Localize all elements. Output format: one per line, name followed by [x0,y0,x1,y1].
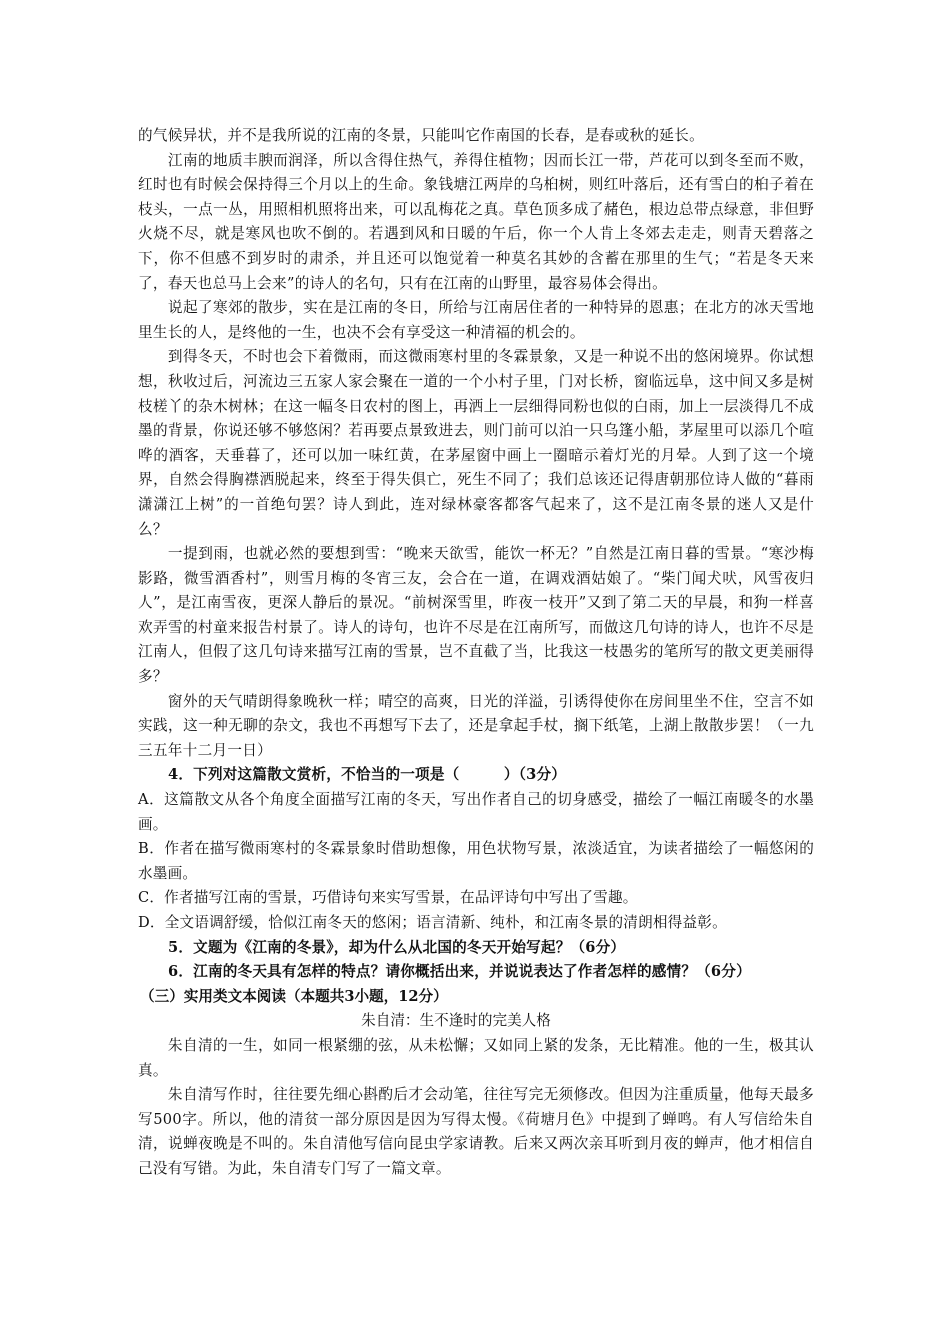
question-4: 4．下列对这篇散文赏析，不恰当的一项是（ ）（3分） [168,766,567,784]
document-page [138,124,814,1182]
article-paragraph: 朱自清写作时，往往要先细心斟酌后才会动笔，往往写完无须修改。但因为注重质量，他每天最多写500字。所以，他的清贫一部分原因是因为写得太慢。《荷塘月色》中提到了蝉鸣。有人写信给朱自清，说蝉夜晚是不叫的。朱自清他写信向昆虫学家请教。后来又两次亲耳听到月夜的蝉声，他才相信自己没有写错。为此，朱自清专门写了一篇文章。 [138,1086,814,1177]
section-heading: （三）实用类文本阅读（本题共3小题，12分） [140,987,448,1005]
article-title: 朱自清：生不逢时的完美人格 [361,1012,551,1030]
question-4-option-b: B．作者在描写微雨寒村的冬霖景象时借助想像，用色状物写景，浓淡适宜，为读者描绘了一幅悠闲的水墨画。 [138,840,814,882]
question-6: 6．江南的冬天具有怎样的特点？请你概括出来，并说说表达了作者怎样的感情？（6分） [168,963,751,981]
passage-paragraph: 的气候异状，并不是我所说的江南的冬景，只能叫它作南国的长春，是春或秋的延长。 [138,127,704,144]
passage-paragraph: 江南的地质丰腴而润泽，所以含得住热气，养得住植物；因而长江一带，芦花可以到冬至而不败，红时也有时候会保持得三个月以上的生命。象钱塘江两岸的乌桕树，则红叶落后，还有雪白的桕子着在枝头，一点一丛，用照相机照将出来，可以乱梅花之真。草色顶多成了赭色，根边总带点绿意，非但野火烧不尽，就是寒风也吹不倒的。若遇到风和日暖的午后，你一个人肯上冬郊去走走，则青天碧落之下，你不但感不到岁时的肃杀，并且还可以饱觉着一种莫名其妙的含蓄在那里的生气；“若是冬天来了，春天也总马上会来”的诗人的名句，只有在江南的山野里，最容易体会得出。 [138,151,814,292]
passage-paragraph: 到得冬天，不时也会下着微雨，而这微雨寒村里的冬霖景象，又是一种说不出的悠闲境界。你试想想，秋收过后，河流边三五家人家会聚在一道的一个小村子里，门对长桥，窗临远阜，这中间又多是树枝槎丫的杂木树林；在这一幅冬日农村的图上，再洒上一层细得同粉也似的白雨，加上一层淡得几不成墨的背景，你说还够不够悠闲？若再要点景致进去，则门前可以泊一只乌篷小船，茅屋里可以添几个喧哗的酒客，天垂暮了，还可以加一味红黄，在茅屋窗中画上一圈暗示着灯光的月晕。人到了这一个境界，自然会得胸襟洒脱起来，终至于得失俱亡，死生不同了；我们总该还记得唐朝那位诗人做的“暮雨潇潇江上树”的一首绝句罢？诗人到此，连对绿林豪客都客气起来了，这不是江南冬景的迷人又是什么？ [138,348,814,538]
article-paragraph: 朱自清的一生，如同一根紧绷的弦，从未松懈；又如同上紧的发条，无比精准。他的一生，极其认真。 [138,1036,814,1079]
passage-paragraph: 窗外的天气晴朗得象晚秋一样；晴空的高爽，日光的洋溢，引诱得使你在房间里坐不住，空言不如实践，这一种无聊的杂文，我也不再想写下去了，还是拿起手杖，搁下纸笔，上湖上散散步罢！（一九三五年十二月一日） [138,692,814,759]
passage-paragraph: 说起了寒郊的散步，实在是江南的冬日，所给与江南居住者的一种特异的恩惠；在北方的冰天雪地里生长的人，是终他的一生，也决不会有享受这一种清福的机会的。 [138,299,814,341]
question-5: 5．文题为《江南的冬景》，却为什么从北国的冬天开始写起？（6分） [168,938,626,956]
question-4-option-a: A．这篇散文从各个角度全面描写江南的冬天，写出作者自己的切身感受，描绘了一幅江南暖冬的水墨画。 [138,791,814,833]
passage-paragraph: 一提到雨，也就必然的要想到雪：“晚来天欲雪，能饮一杯无？”自然是江南日暮的雪景。“寒沙梅影路，微雪酒香村”，则雪月梅的冬宵三友，会合在一道，在调戏酒姑娘了。“柴门闻犬吠，风雪夜归人”，是江南雪夜，更深人静后的景况。“前树深雪里，昨夜一枝开”又到了第二天的早晨，和狗一样喜欢弄雪的村童来报告村景了。诗人的诗句，也许不尽是在江南所写，而做这几句诗的诗人，也许不尽是江南人，但假了这几句诗来描写江南的雪景，岂不直截了当，比我这一枝愚劣的笔所写的散文更美丽得多？ [138,545,814,686]
question-4-option-d: D．全文语调舒缓，恰似江南冬天的悠闲；语言清新、纯朴，和江南冬景的清朗相得益彰。 [138,914,727,931]
question-4-option-c: C．作者描写江南的雪景，巧借诗句来实写雪景，在品评诗句中写出了雪趣。 [138,889,638,907]
